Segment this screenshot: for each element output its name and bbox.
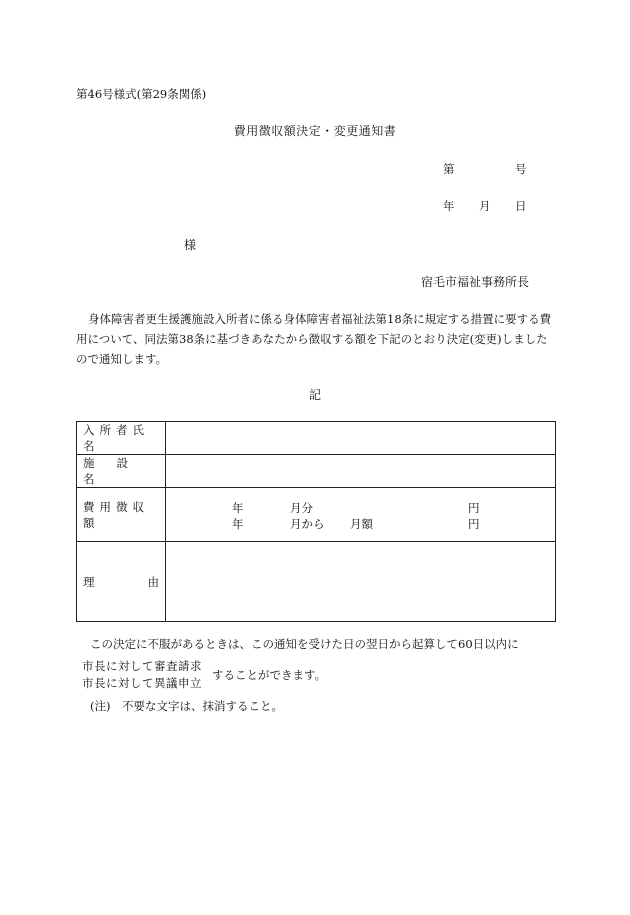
- table-row-facility: [77, 455, 556, 488]
- sender-name: 宿毛市福祉事務所長: [421, 275, 530, 289]
- ki-heading: 記: [308, 388, 321, 402]
- fee1-month: 月分: [290, 501, 313, 515]
- table-row-resident: [77, 422, 556, 455]
- number-prefix: 第: [443, 162, 455, 176]
- reason-value: [166, 542, 556, 622]
- can-do-text: することができます。: [212, 668, 327, 682]
- fee1-year: 年: [232, 501, 244, 515]
- facility-label: 施設名: [77, 455, 166, 488]
- resident-name-label: 入所者氏名: [77, 422, 166, 455]
- footnote: (注) 不要な文字は、抹消すること。: [90, 699, 283, 713]
- date-month: 月: [479, 199, 491, 213]
- fee2-year: 年: [232, 517, 244, 531]
- table-row-fee: [77, 488, 556, 542]
- addressee-honorific: 様: [184, 238, 197, 252]
- fee2-month: 月から: [290, 517, 325, 531]
- details-table: [76, 421, 556, 622]
- date-day: 日: [515, 199, 527, 213]
- fee2-yen: 円: [468, 517, 480, 531]
- reason-label: 理 由: [77, 542, 166, 622]
- resident-name-value: [166, 422, 556, 455]
- number-suffix: 号: [515, 162, 527, 176]
- fee-value: [166, 488, 556, 542]
- fee-label: 費用徴収額: [77, 488, 166, 542]
- option-objection: 市長に対して異議申立: [82, 676, 202, 690]
- appeal-notice-text: この決定に不服があるときは、この通知を受けた日の翌日から起算して60日以内に: [90, 637, 519, 651]
- notice-body-text: 身体障害者更生援護施設入所者に係る身体障害者福祉法第18条に規定する措置に要する費用について、同法第38条に基づきあなたから徴収する額を下記のとおり決定(変更)しましたので通知します。: [76, 312, 552, 366]
- date-year: 年: [443, 199, 455, 213]
- fee1-yen: 円: [468, 501, 480, 515]
- table-row-reason: [77, 542, 556, 622]
- form-number: 第46号様式(第29条関係): [76, 87, 207, 101]
- facility-value: [166, 455, 556, 488]
- document-title: 費用徴収額決定・変更通知書: [233, 124, 397, 138]
- option-review-request: 市長に対して審査請求: [82, 659, 202, 673]
- fee2-monthly: 月額: [350, 517, 373, 531]
